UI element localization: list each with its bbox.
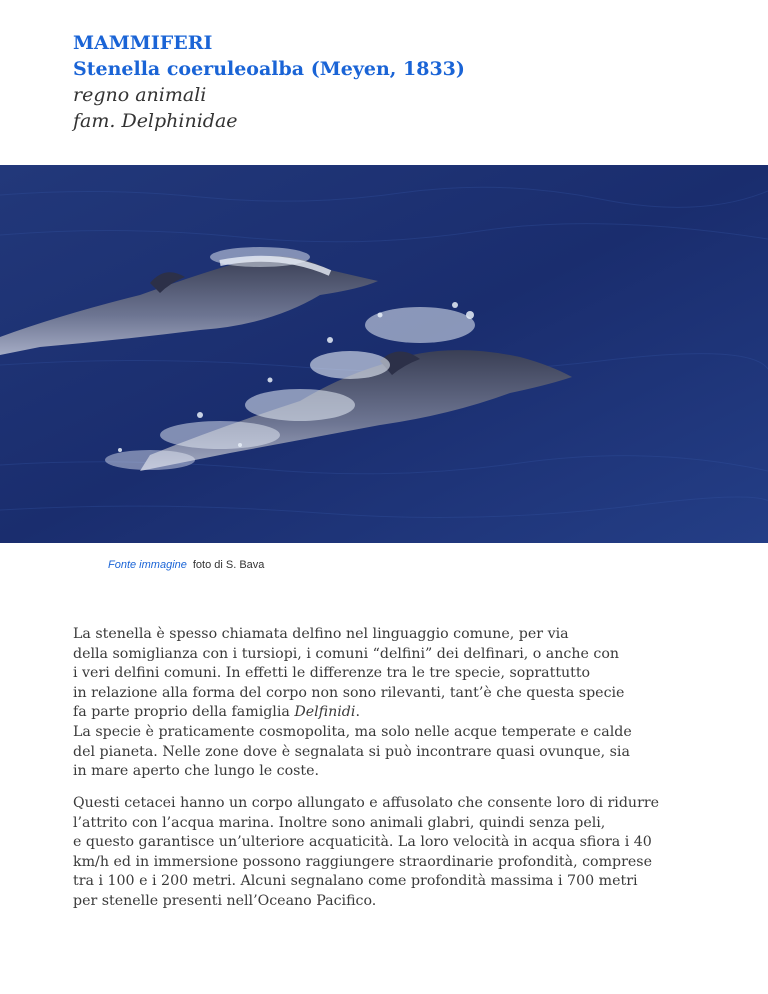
paragraph-line: della somiglianza con i tursiopi, i comuni “delfini” dei delfinari, o anche con (73, 645, 620, 662)
paragraph-line: tra i 100 e i 200 metri. Alcuni segnalano come profondità massima i 700 metri (73, 873, 638, 890)
paragraph-text: fa parte proprio della famiglia (73, 704, 295, 721)
paragraph-line: e questo garantisce un’ulteriore acquaticità. La loro velocità in acqua sfiora i 40 (73, 834, 652, 851)
family-italic: Delfinidi (294, 704, 356, 721)
caption-label: Fonte immagine (108, 559, 187, 571)
paragraph-line: La specie è praticamente cosmopolita, ma solo nelle acque temperate e calde (73, 723, 632, 740)
paragraph-line: l’attrito con l’acqua marina. Inoltre sono animali glabri, quindi senza peli, (73, 814, 606, 831)
paragraph-2 (73, 794, 713, 912)
period: . (355, 704, 360, 721)
paragraph-line-with-italic (73, 703, 713, 723)
caption-text: foto di S. Bava (192, 559, 265, 571)
paragraph-line: km/h ed in immersione possono raggiungere straordinarie profondità, comprese (73, 853, 652, 870)
paragraph-line: in mare aperto che lungo le coste. (73, 763, 320, 780)
paragraph-line: i veri delfini comuni. In effetti le differenze tra le tre specie, soprattutto (73, 665, 591, 682)
family-label: fam. Delphinidae (73, 110, 238, 132)
species-name: Stenella coeruleoalba (Meyen, 1833) (73, 58, 465, 80)
dolphin-photo (0, 165, 768, 543)
paragraph-line: in relazione alla forma del corpo non sono rilevanti, tant’è che questa specie (73, 684, 625, 701)
kingdom-label: regno animali (73, 84, 207, 106)
paragraph-line: del pianeta. Nelle zone dove è segnalata si può incontrare quasi ovunque, sia (73, 743, 630, 760)
dolphin-photo-image (0, 165, 768, 543)
page-header (73, 30, 465, 134)
paragraph-1 (73, 625, 713, 782)
paragraph-line: per stenelle presenti nell’Oceano Pacifico. (73, 892, 377, 909)
paragraph-line: La stenella è spesso chiamata delfino nel linguaggio comune, per via (73, 626, 569, 642)
image-caption (108, 559, 264, 571)
category-title: MAMMIFERI (73, 32, 213, 54)
paragraph-line: Questi cetacei hanno un corpo allungato e affusolato che consente loro di ridurre (73, 795, 660, 811)
